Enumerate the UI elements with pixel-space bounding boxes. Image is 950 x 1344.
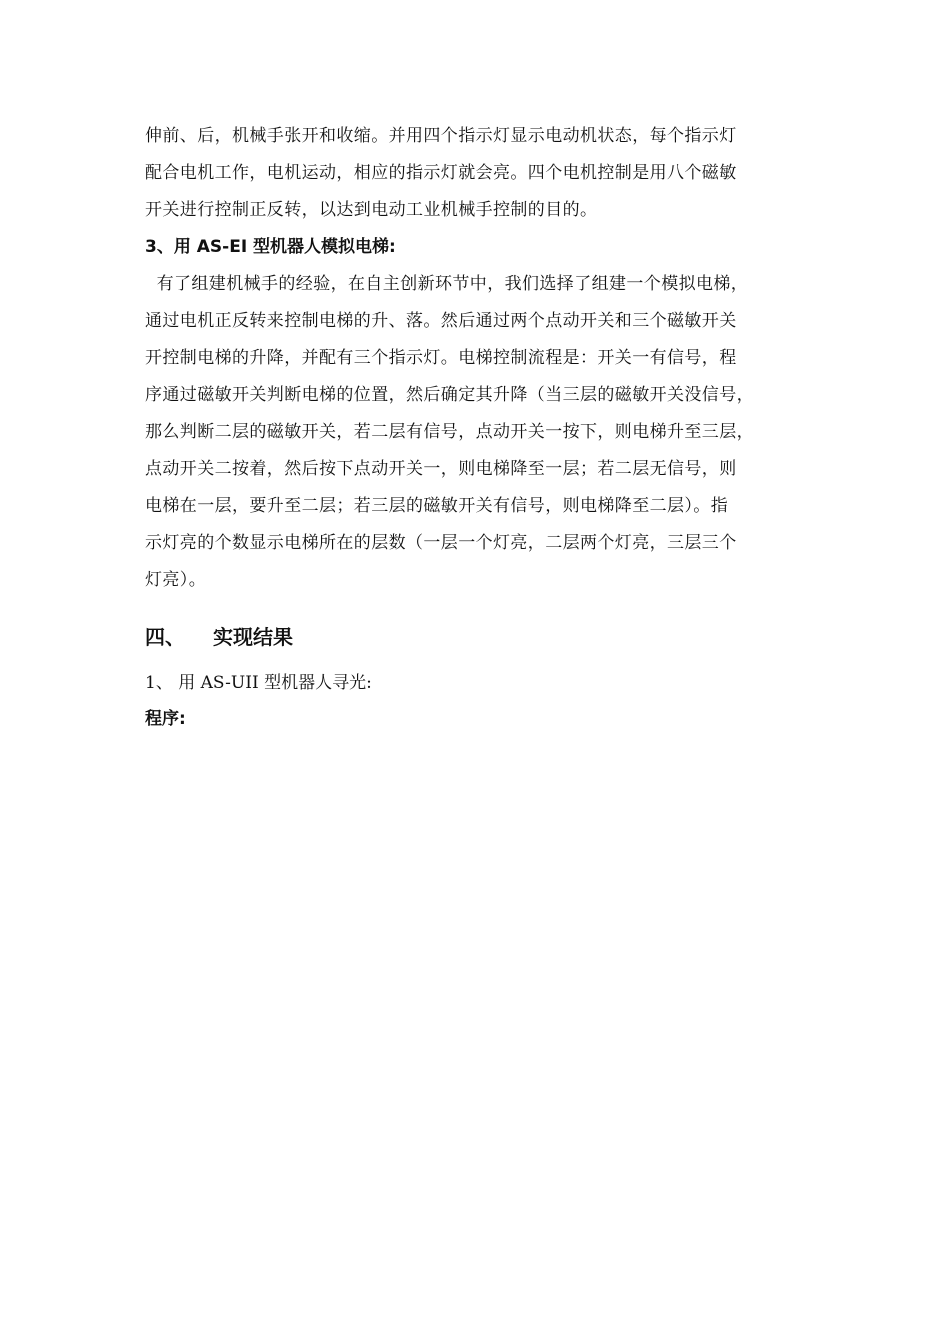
text-line: 序通过磁敏开关判断电梯的位置，然后确定其升降（当三层的磁敏开关没信号， [145, 385, 754, 405]
item-light-seeking: 1、 用 AS-UII 型机器人寻光: [145, 673, 372, 693]
text-line: 点动开关二按着，然后按下点动开关一，则电梯降至一层；若二层无信号，则 [145, 459, 737, 479]
program-label: 程序: [145, 709, 186, 729]
text-line: 灯亮）。 [145, 570, 207, 590]
paragraph-manipulator-description [145, 118, 805, 229]
document-content [145, 118, 805, 737]
text-line: 示灯亮的个数显示电梯所在的层数（一层一个灯亮，二层两个灯亮，三层三个 [145, 533, 737, 553]
text-line: 配合电机工作，电机运动，相应的指示灯就会亮。四个电机控制是用八个磁敏 [145, 163, 737, 183]
text-line: 那么判断二层的磁敏开关，若二层有信号，点动开关一按下，则电梯升至三层， [145, 422, 754, 442]
text-line: 通过电机正反转来控制电梯的升、落。然后通过两个点动开关和三个磁敏开关 [145, 311, 737, 331]
text-line: 伸前、后，机械手张开和收缩。并用四个指示灯显示电动机状态，每个指示灯 [145, 126, 737, 146]
section-number: 四、 [145, 625, 185, 649]
text-line: 电梯在一层，要升至二层；若三层的磁敏开关有信号，则电梯降至二层）。指 [145, 496, 729, 516]
paragraph-elevator-description [145, 266, 805, 599]
section-heading-results [145, 617, 805, 657]
text-line: 开控制电梯的升降，并配有三个指示灯。电梯控制流程是：开关一有信号，程 [145, 348, 737, 368]
section-title: 实现结果 [213, 625, 293, 649]
text-line: 开关进行控制正反转，以达到电动工业机械手控制的目的。 [145, 200, 598, 220]
text-line: 有了组建机械手的经验，在自主创新环节中，我们选择了组建一个模拟电梯， [145, 274, 749, 294]
subheading-elevator: 3、用 AS-EI 型机器人模拟电梯: [145, 237, 396, 257]
